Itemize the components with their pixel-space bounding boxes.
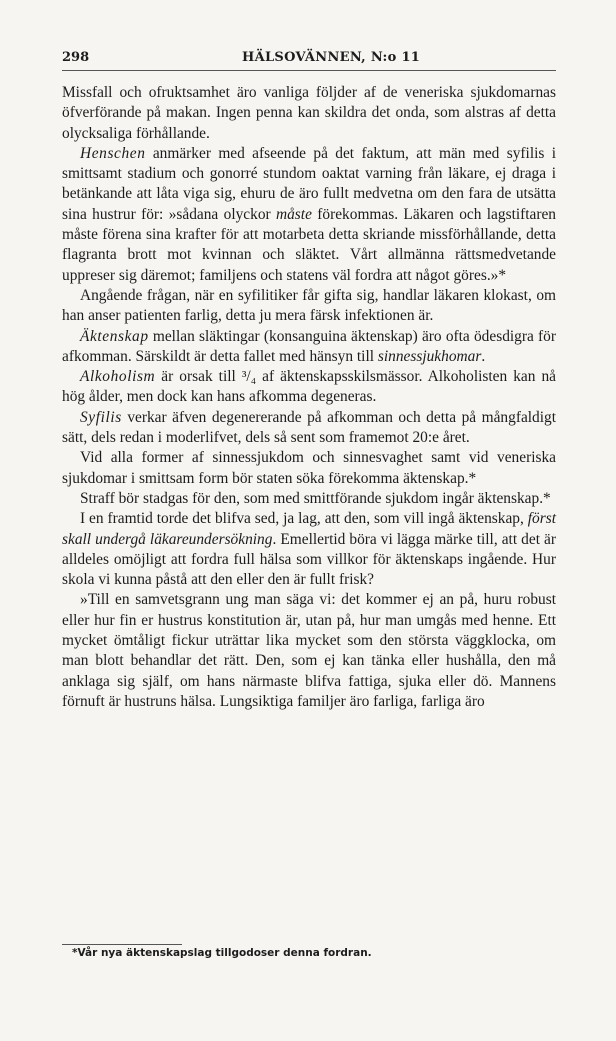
body-text: [62, 83, 556, 712]
paragraph-text: »Till en samvetsgrann ung man säga vi: det kommer ej an på, huru robust eller hur fin er hustrus konstitution är, utan på, hur man umgås med henne. Ett mycket ömtåligt fickur uträttar lika mycket som den största väggklocka, om man blott behandlar det rätt. Den, som ej kan tänka eller hushålla, den må anklaga sig själf, om hans närmaste blifva fattiga, sjuka eller dö. Mannens förnuft är hustruns hälsa. Lungsiktiga familjer äro farliga, farliga äro: [62, 591, 556, 710]
page-number: 298: [62, 50, 90, 65]
footnote: *Vår nya äktenskapslag tillgodoser denna fordran.: [72, 947, 372, 959]
paragraph-text: Vid alla former af sinnessjukdom och sinnesvaghet samt vid veneriska sjukdomar i smittsam form bör staten söka förekomma äktenskap.*: [62, 449, 556, 487]
paragraph-lead: Henschen: [80, 144, 146, 162]
running-header: [62, 50, 556, 72]
paragraph-alkoholism: [62, 367, 556, 408]
emphasis: först skall undergå läkareundersökning: [62, 510, 556, 548]
paragraph-lead: Syfilis: [80, 408, 122, 426]
paragraph-syfilis: [62, 408, 556, 449]
paragraph-text: I en framtid torde det blifva sed, ja lag, att den, som vill ingå äktenskap,: [80, 510, 528, 528]
paragraph-straff: [62, 489, 556, 509]
emphasis: måste: [276, 205, 312, 223]
paragraph-text: anmärker med afseende på det faktum, att män med syfilis i smittsamt stadium och gonorré stundom oaktat varning från läkare, ej draga i betänkande att låta viga sig, ehuru de äro fullt medvetna om den fara de utsätta sina hustrur för: »sådana olyckor: [62, 144, 556, 223]
paragraph-text: .: [481, 347, 486, 365]
paragraph-missfall: [62, 83, 556, 144]
paragraph-lead: Alkoholism: [80, 368, 156, 386]
paragraph-aktenskap: [62, 327, 556, 368]
paragraph-text: Angående frågan, när en syfilitiker får gifta sig, handlar läkaren klokast, om han anser patienten farlig, detta ju mera färsk infektionen är.: [62, 286, 556, 325]
footnote-rule: [62, 944, 182, 945]
header-rule: [62, 70, 556, 71]
paragraph-text: . Emellertid böra vi lägga märke till, att det är alldeles omöjligt att fordra full hälsa som villkor för äktenskaps ingående. Hur skola vi kunna påstå att den eller den är fullt frisk?: [62, 530, 556, 589]
paragraph-framtid: [62, 509, 556, 590]
paragraph-angaende: [62, 286, 556, 327]
running-title: HÄLSOVÄNNEN, N:o 11: [242, 50, 421, 65]
paragraph-text: mellan släktingar (konsanguina äktenskap) äro ofta ödesdigra för afkomman. Särskildt är detta fallet med hänsyn till: [62, 327, 556, 365]
emphasis: sinnessjukhomar: [377, 347, 482, 365]
paragraph-text: verkar äfven degenererande på afkomman och detta på mångfaldigt sätt, dels redan i moderlifvet, dels så sent som framemot 20:e året.: [62, 408, 556, 447]
paragraph-text: Missfall och ofruktsamhet äro vanliga följder af de veneriska sjukdomarnas öfverförande på makan. Ingen penna kan skildra det onda, som alstras af detta olycksaliga förhållande.: [62, 84, 556, 142]
paragraph-henschen: [62, 144, 556, 286]
paragraph-samvetsgrann: [62, 590, 556, 712]
paragraph-text: är orsak till ³/₄ af äktenskapsskilsmässor. Alkoholisten kan nå hög ålder, men dock kan hans afkomma degeneras.: [62, 368, 556, 406]
paragraph-text: Straff bör stadgas för den, som med smittförande sjukdom ingår äktenskap.*: [80, 489, 551, 507]
paragraph-vid-alla: [62, 448, 556, 489]
paragraph-lead: Äktenskap: [80, 327, 149, 345]
paragraph-text: förekommas. Läkaren och lagstiftaren måste förena sina krafter för att motarbeta detta skriande missförhållande, detta flagranta brott mot kvinnan och släktet. Vårt allmänna rättsmedvetande uppreser sig däremot; familjens och statens väl fordra att något göres.»*: [62, 205, 556, 284]
